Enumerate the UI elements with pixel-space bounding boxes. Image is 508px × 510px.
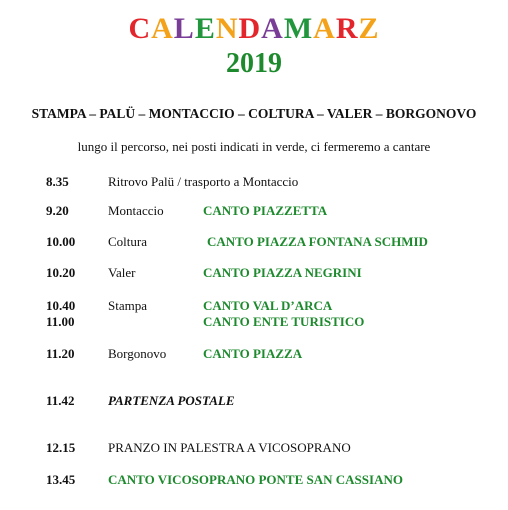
row-place: PARTENZA POSTALE xyxy=(108,393,235,408)
row-canto: CANTO PIAZZA xyxy=(203,346,303,361)
row-place: Borgonovo xyxy=(108,346,167,361)
row-place: Montaccio xyxy=(108,203,164,218)
row-place: Ritrovo Palü / trasporto a Montaccio xyxy=(108,174,299,189)
row-time: 8.35 xyxy=(46,174,69,189)
title-letter: M xyxy=(283,12,314,45)
row-time: 11.42 xyxy=(46,393,75,408)
title-letter: Z xyxy=(358,12,380,45)
row-time: 10.40 xyxy=(46,298,76,313)
row-place: Coltura xyxy=(108,234,147,249)
title-letter: L xyxy=(173,12,195,45)
page-title xyxy=(0,12,508,46)
row-time: 11.20 xyxy=(46,346,75,361)
row-time: 9.20 xyxy=(46,203,69,218)
title-letter: D xyxy=(238,12,262,45)
row-canto: CANTO ENTE TURISTICO xyxy=(203,314,365,329)
row-place: Valer xyxy=(108,265,136,280)
row-canto: CANTO PIAZZETTA xyxy=(203,203,328,218)
title-letter: C xyxy=(128,12,152,45)
row-time: 11.00 xyxy=(46,314,75,329)
title-letter: N xyxy=(215,12,239,45)
row-time: 13.45 xyxy=(46,472,76,487)
row-place: PRANZO IN PALESTRA A VICOSOPRANO xyxy=(108,440,351,455)
row-time: 10.20 xyxy=(46,265,76,280)
row-canto: CANTO VICOSOPRANO PONTE SAN CASSIANO xyxy=(108,472,403,487)
title-letter: A xyxy=(261,12,284,45)
row-time: 10.00 xyxy=(46,234,76,249)
title-letter: E xyxy=(194,12,216,45)
row-canto: CANTO VAL D’ARCA xyxy=(203,298,333,313)
title-letter: A xyxy=(313,12,336,45)
row-time: 12.15 xyxy=(46,440,76,455)
title-letter: R xyxy=(335,12,359,45)
title-letter: A xyxy=(151,12,174,45)
note-line: lungo il percorso, nei posti indicati in verde, ci fermeremo a cantare xyxy=(77,139,431,154)
year-heading: 2019 xyxy=(226,48,282,79)
row-canto: CANTO PIAZZA NEGRINI xyxy=(203,265,362,280)
row-place: Stampa xyxy=(108,298,147,313)
row-canto: CANTO PIAZZA FONTANA SCHMID xyxy=(207,234,428,249)
route-line: STAMPA – PALÜ – MONTACCIO – COLTURA – VALER – BORGONOVO xyxy=(31,106,477,121)
